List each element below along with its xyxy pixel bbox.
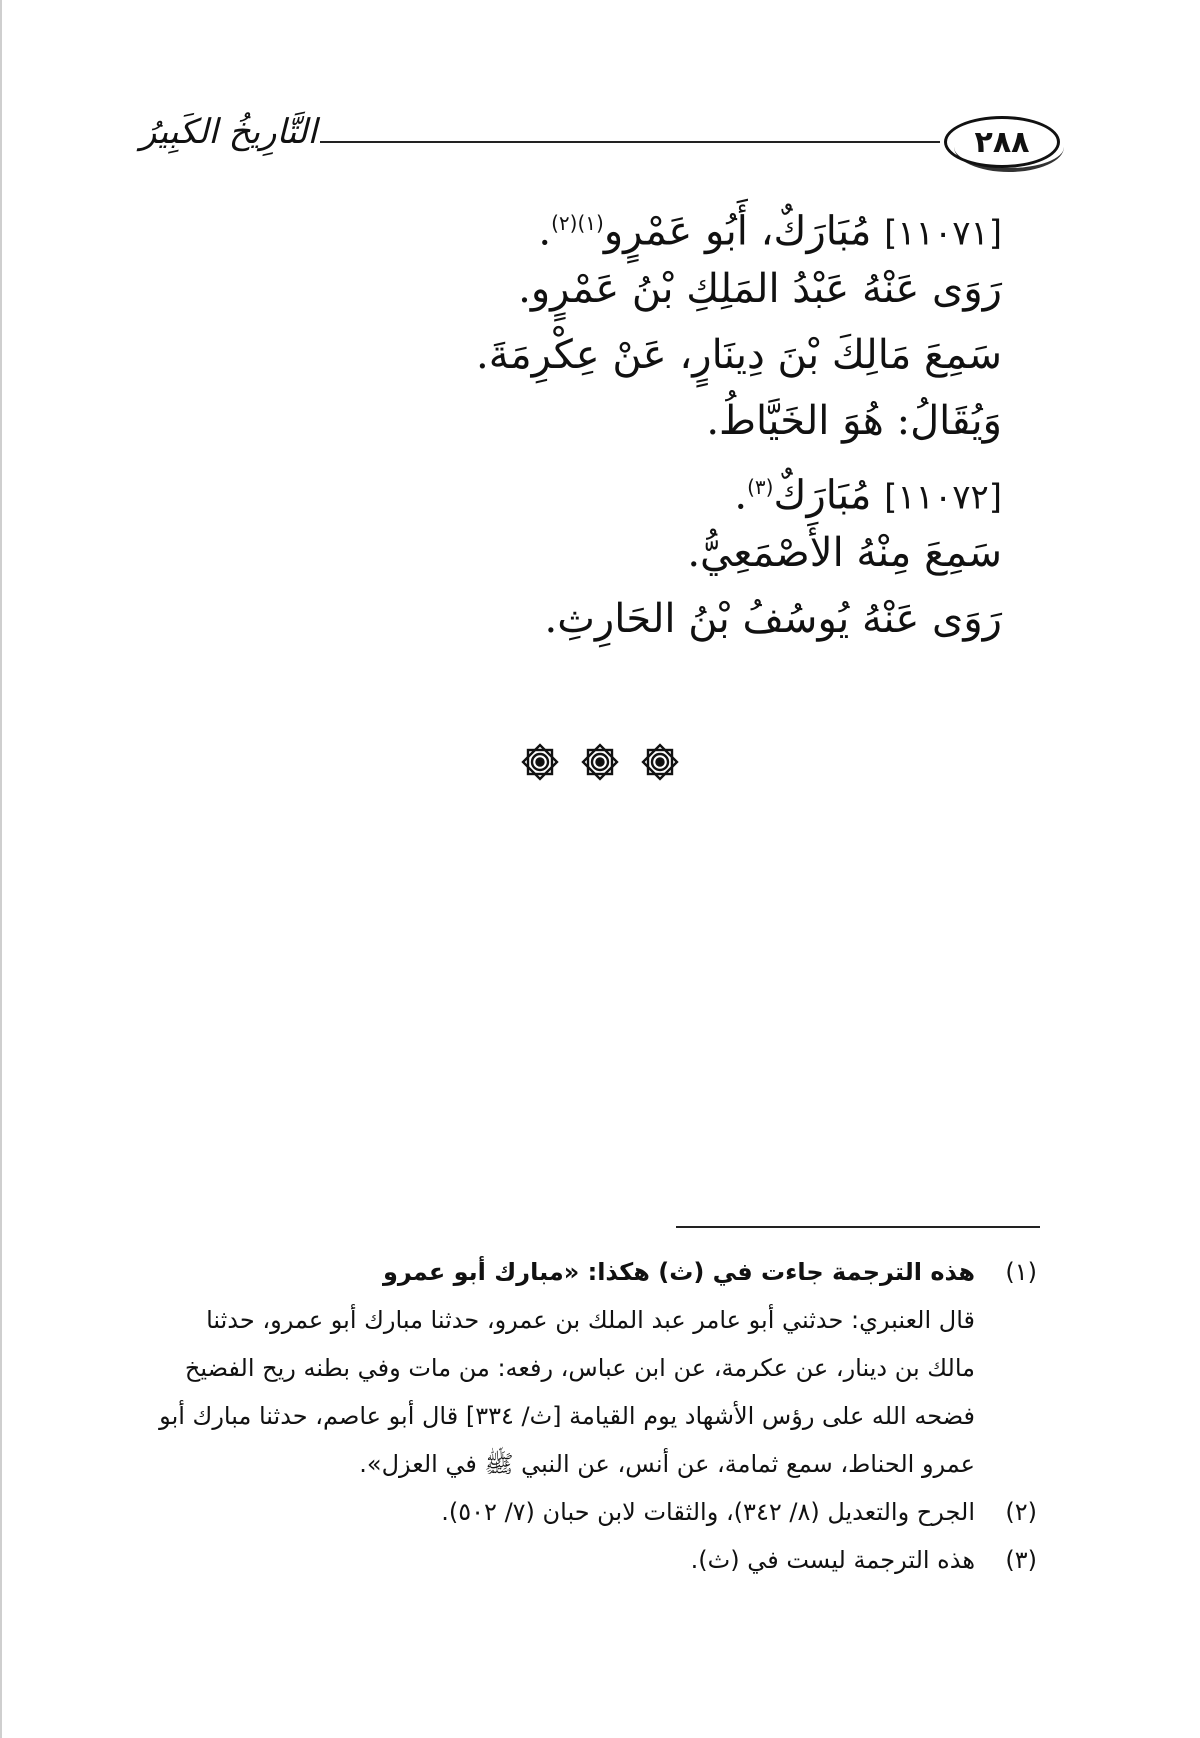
main-text: [182, 190, 1002, 652]
text-line: رَوَى عَنْهُ يُوسُفُ بْنُ الحَارِثِ.: [544, 596, 1002, 642]
footnote-line: قال العنبري: حدثني أبو عامر عبد الملك بن عمرو، حدثنا مبارك أبو عمرو، حدثنا: [206, 1306, 975, 1334]
text-line: سَمِعَ مَالِكَ بْنَ دِينَارٍ، عَنْ عِكْرِمَةَ.: [476, 332, 1002, 378]
entry-name: مُبَارَكٌ، أَبُو عَمْرٍو: [603, 208, 885, 255]
page-number-badge: [944, 116, 1060, 168]
footnote-line: عمرو الحناط، سمع ثمامة، عن أنس، عن النبي ﷺ في العزل».: [359, 1450, 975, 1478]
footnote-line: الجرح والتعديل (٨/ ٣٤٢)، والثقات لابن حبان (٧/ ٥٠٢).: [441, 1498, 975, 1526]
page-header: [130, 108, 1060, 178]
footnote-separator: [676, 1226, 1040, 1228]
footnote-item: [127, 1488, 1037, 1536]
text-line: سَمِعَ مِنْهُ الأَصْمَعِيُّ.: [687, 530, 1002, 576]
entry-number: [١١٠٧١]: [884, 213, 1002, 254]
book-title: التَّارِيخُ الكَبِيرُ: [140, 112, 317, 152]
footnote-number: (١): [1005, 1258, 1037, 1286]
page-number: ٢٨٨: [974, 124, 1030, 160]
footnote-body: [127, 1536, 975, 1584]
footnote-body: [127, 1248, 975, 1488]
footnote-line: هذه الترجمة ليست في (ث).: [690, 1546, 975, 1574]
scan-edge-line: [0, 0, 2, 1738]
text-line: وَيُقَالُ: هُوَ الخَيَّاطُ.: [706, 398, 1002, 444]
footnote-number: (٣): [1005, 1546, 1037, 1574]
footnote-body: [127, 1488, 975, 1536]
entry-line: [182, 190, 1002, 256]
text-line: رَوَى عَنْهُ عَبْدُ المَلِكِ بْنُ عَمْرٍو.: [518, 266, 1002, 312]
rosette-icon: [520, 742, 560, 782]
rosette-icon: [640, 742, 680, 782]
footnote-item: [127, 1536, 1037, 1584]
footnote-line: مالك بن دينار، عن عكرمة، عن ابن عباس، رفعه: من مات وفي بطنه ريح الفضيخ: [184, 1354, 975, 1382]
entry-number: [١١٠٧٢]: [884, 477, 1002, 518]
entry-tail: .: [734, 472, 748, 519]
header-rule: [320, 141, 940, 143]
entry-tail: .: [538, 208, 552, 255]
entry-line: [182, 454, 1002, 520]
footnote-number: (٢): [1005, 1498, 1037, 1526]
entry-name: مُبَارَكٌ: [773, 472, 885, 519]
footnote-line: هذه الترجمة جاءت في (ث) هكذا: «مبارك أبو عمرو: [382, 1258, 975, 1286]
section-divider-ornaments: [520, 740, 680, 784]
footnote-ref[interactable]: (١)(٢): [551, 211, 604, 235]
footnote-line: فضحه الله على رؤس الأشهاد يوم القيامة [ث/ ٣٣٤] قال أبو عاصم، حدثنا مبارك أبو: [159, 1402, 975, 1430]
footnotes: [127, 1248, 1037, 1584]
footnote-ref[interactable]: (٣): [747, 475, 774, 499]
rosette-icon: [580, 742, 620, 782]
footnote-item: [127, 1248, 1037, 1488]
